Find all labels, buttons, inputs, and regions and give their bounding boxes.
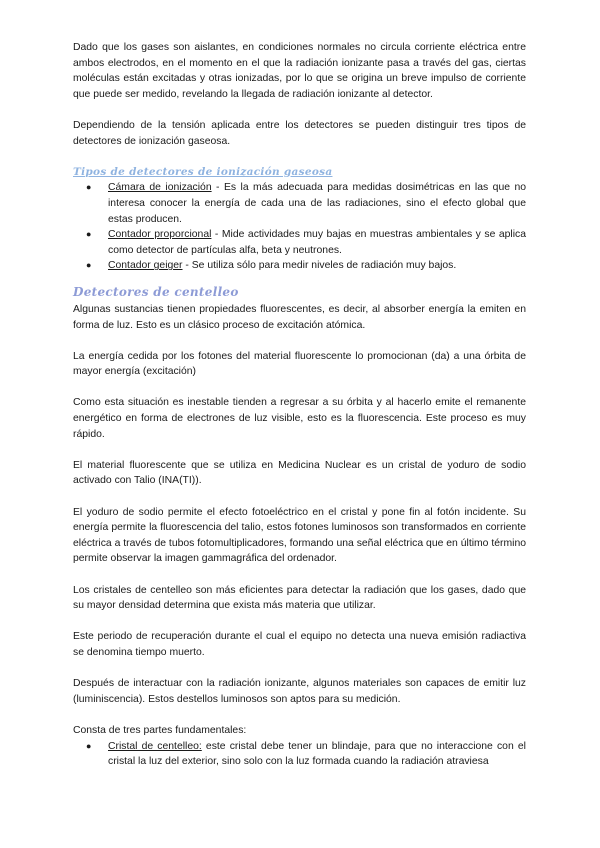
detector-description: - Se utiliza sólo para medir niveles de radiación muy bajos. [182, 260, 457, 272]
part-description: este cristal debe tener un blindaje, para que no interaccione con el cristal la luz del exterior, sino solo con la luz formada cuando la radiación atraviesa [108, 740, 526, 768]
scint-paragraph-7: Este periodo de recuperación durante el cual el equipo no detecta una nueva emisión radiactiva se denomina tiempo muerto. [73, 631, 526, 658]
document-content [73, 40, 526, 770]
detector-term: Contador proporcional [108, 229, 212, 241]
scint-paragraph-1: Algunas sustancias tienen propiedades fluorescentes, es decir, al absorber energía la emiten en forma de luz. Esto es un clásico proceso de excitación atómica. [73, 303, 526, 331]
scint-paragraph-5: El yoduro de sodio permite el efecto fotoeléctrico en el cristal y pone fin al fotón incidente. Su energía permite la fluorescencia del talio, estos fotones luminosos son transformados en corriente eléctrica a través de tubos fotomultiplicadores, formando una señal eléctrica que en último término permite observar la imagen gammagráfica del ordenador. [73, 506, 526, 565]
intro-paragraph-2: Dependiendo de la tensión aplicada entre los detectores se pueden distinguir tres tipos de detectores de ionización gaseosa. [73, 119, 526, 147]
list-item [73, 227, 526, 258]
list-item [73, 180, 526, 227]
bullet-icon: ● [86, 182, 92, 193]
scint-paragraph-9: Consta de tres partes fundamentales: [73, 724, 247, 736]
intro-paragraph-1: Dado que los gases son aislantes, en condiciones normales no circula corriente eléctrica entre ambos electrodos, en el momento en el que la radiación ionizante pasa a través del gas, ciertas moléculas están excitadas y otras ionizadas, por lo que se origina un breve impulso de corriente que puede ser medido, revelando la llegada de radiación ionizante al detector. [73, 42, 526, 100]
part-term: Cristal de centelleo: [108, 740, 202, 752]
bullet-icon: ● [86, 260, 92, 271]
list-item [73, 739, 526, 770]
scint-paragraph-2: La energía cedida por los fotones del material fluorescente lo promocionan (da) a una órbita de mayor energía (excitación) [73, 350, 526, 378]
detector-description: - Es la más adecuada para medidas dosimétricas en las que no interesa conocer la energía de cada una de las radiaciones, sino el efecto global que estas producen. [108, 182, 526, 225]
scintillation-parts-list [73, 739, 526, 770]
detector-term: Contador geiger [108, 260, 183, 272]
scint-paragraph-3: Como esta situación es inestable tienden a regresar a su órbita y al hacerlo emite el remanente energético en forma de electrones de luz visible, esto es la fluorescencia. Este proceso es muy rápido. [73, 397, 526, 440]
scintillation-heading: Detectores de centelleo [73, 284, 239, 299]
bullet-icon: ● [86, 740, 92, 751]
scint-paragraph-8: Después de interactuar con la radiación ionizante, algunos materiales son capaces de emitir luz (luminiscencia). Estos destellos luminosos son aptos para su medición. [73, 678, 526, 705]
detector-description: - Mide actividades muy bajas en muestras ambientales y se aplica como detector de partículas alfa, beta y neutrones. [108, 229, 526, 256]
list-item [73, 258, 526, 274]
ionization-types-list [73, 180, 526, 274]
detector-term: Cámara de ionización [108, 182, 212, 194]
scint-paragraph-4: El material fluorescente que se utiliza en Medicina Nuclear es un cristal de yoduro de sodio activado con Talio (INA(TI)). [73, 459, 526, 487]
scint-paragraph-6: Los cristales de centelleo son más eficientes para detectar la radiación que los gases, dado que su mayor densidad determina que exista más materia que utilizar. [73, 584, 526, 612]
ionization-types-heading: Tipos de detectores de ionización gaseosa [73, 165, 333, 178]
bullet-icon: ● [86, 229, 92, 240]
